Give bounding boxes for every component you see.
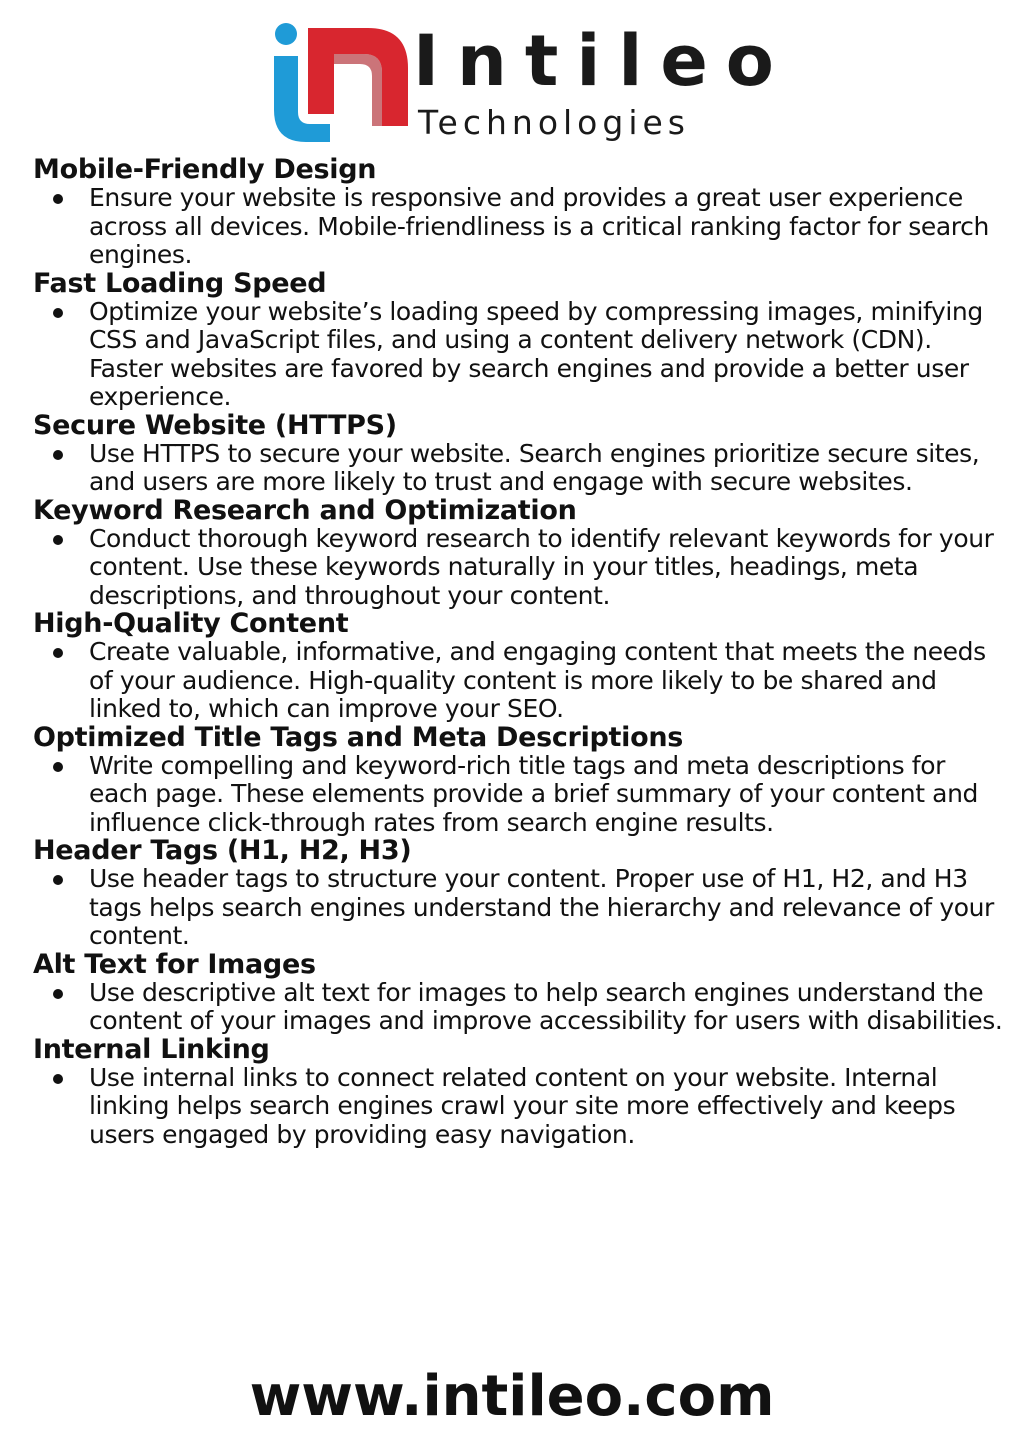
bullet-item: [33, 865, 1003, 951]
bullet-icon: [53, 308, 63, 318]
bullet-icon: [53, 989, 63, 999]
tips-list: [33, 156, 1003, 1149]
bullet-icon: [53, 648, 63, 658]
bullet-item: [33, 298, 1003, 412]
bullet-text: Write compelling and keyword-rich title tags and meta descriptions for each page. These elements provide a brief summary of your content and influence click-through rates from search engine results.: [89, 750, 979, 837]
bullet-icon: [53, 762, 63, 772]
bullet-text: Use header tags to structure your content. Proper use of H1, H2, and H3 tags helps search engines understand the hierarchy and relevance of your content.: [89, 864, 994, 950]
section-heading: Mobile-Friendly Design: [33, 154, 377, 185]
bullet-item: [33, 440, 1003, 497]
bullet-text: Conduct thorough keyword research to identify relevant keywords for your content. Use these keywords naturally in your titles, headings, meta descriptions, and throughout your content.: [89, 523, 994, 610]
section-fast-loading: [33, 267, 1003, 412]
section-heading: Fast Loading Speed: [33, 267, 327, 299]
intileo-logo-mark-icon: [268, 14, 418, 144]
section-title-tags: [33, 721, 1003, 838]
bullet-text: Create valuable, informative, and engaging content that meets the needs of your audience. High-quality content is more likely to be shared and linked to, which can improve your SEO.: [89, 637, 986, 723]
bullet-item: [33, 752, 1003, 838]
section-internal-linking: [33, 1033, 1003, 1150]
section-alt-text: [33, 948, 1003, 1036]
bullet-item: [33, 1064, 1003, 1150]
section-keyword-research: [33, 494, 1003, 611]
section-heading: Optimized Title Tags and Meta Descriptions: [33, 721, 684, 753]
section-header-tags: [33, 837, 1003, 951]
section-secure-website: [33, 409, 1003, 497]
brand-subtitle: Technologies: [418, 103, 690, 142]
bullet-icon: [53, 875, 63, 885]
bullet-text: Use descriptive alt text for images to help search engines understand the content of your images and improve accessibility for users with disabilities.: [89, 977, 1003, 1035]
bullet-item: [33, 525, 1003, 611]
bullet-text: Ensure your website is responsive and provides a great user experience across all devices. Mobile-friendliness is a critical ranking factor for search engines.: [89, 183, 989, 269]
bullet-icon: [53, 450, 63, 460]
section-heading: High-Quality Content: [33, 608, 349, 639]
bullet-item: [33, 184, 1003, 270]
bullet-text: Use HTTPS to secure your website. Search engines prioritize secure sites, and users are more likely to trust and engage with secure websites.: [89, 438, 980, 496]
section-heading: Header Tags (H1, H2, H3): [33, 835, 412, 866]
bullet-icon: [53, 194, 63, 204]
section-heading: Secure Website (HTTPS): [33, 409, 397, 441]
company-logo: [268, 14, 792, 144]
bullet-text: Optimize your website’s loading speed by compressing images, minifying CSS and JavaScript files, and using a content delivery network (CDN). Faster websites are favored by search engines and provide a better user experience.: [89, 296, 983, 411]
bullet-item: [33, 638, 1003, 724]
section-heading: Keyword Research and Optimization: [33, 494, 577, 526]
bullet-icon: [53, 535, 63, 545]
section-high-quality-content: [33, 610, 1003, 724]
bullet-item: [33, 979, 1003, 1036]
brand-name: Intileo: [413, 20, 792, 102]
section-heading: Alt Text for Images: [33, 948, 316, 980]
website-url: www.intileo.com: [249, 1364, 775, 1429]
section-mobile-friendly: [33, 156, 1003, 270]
bullet-text: Use internal links to connect related content on your website. Internal linking helps search engines crawl your site more effectively and keeps users engaged by providing easy navigation.: [89, 1062, 956, 1149]
section-heading: Internal Linking: [33, 1033, 270, 1065]
bullet-icon: [53, 1074, 63, 1084]
